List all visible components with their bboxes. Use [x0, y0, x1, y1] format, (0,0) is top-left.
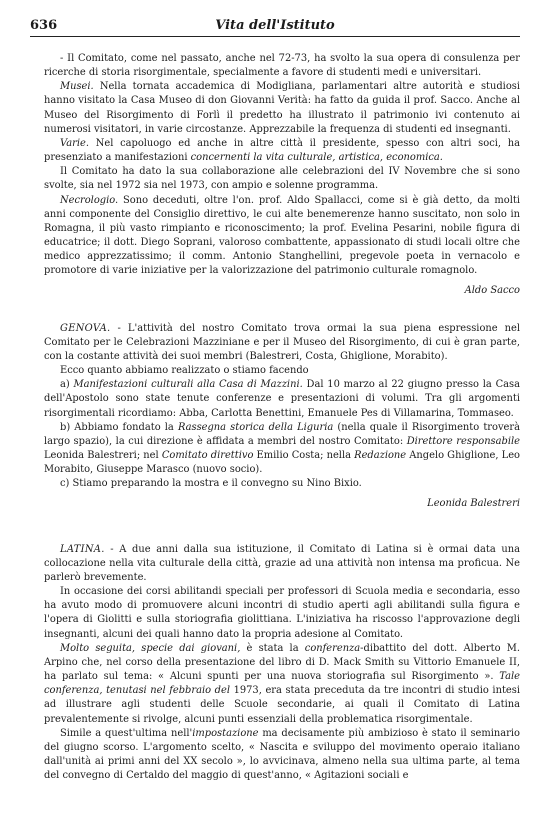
- latina-section: [44, 543, 520, 784]
- item-a-text: Dal 10 marzo al 22 giugno presso la Casa dell'Apostolo sono state tenute conferenze e presentazioni di volumi. Tra gli argomenti risorgimentali ricordiamo: Abba, Carlotta Benettini, Emanuele Pes di Villamarina, Tommaseo.: [44, 379, 520, 419]
- item-a-title: Manifestazioni culturali alla Casa di Mazzini.: [73, 379, 303, 391]
- signature-forli: Aldo Sacco: [464, 284, 520, 296]
- conferenza-text-3: 1973, era stata preceduta da tre incontri di studio intesi ad illustrare agli studenti delle Scuole secondarie, ai quali il Comitato di Latina prevalentemente si rivolge, alcuni punti essenziali della problematica risorgimentale.: [44, 685, 520, 725]
- conferenza-em-2: conferenza: [304, 642, 361, 654]
- latina-title: LATINA.: [60, 543, 105, 555]
- conferenza-text-1: è stata la: [240, 642, 305, 654]
- latina-intro-text: - A due anni dalla sua istituzione, il Comitato di Latina si è ormai data una collocazione nella vita culturale della città, grazie ad una attività non intensa ma proficua. Ne parlerò brevemente.: [44, 543, 520, 583]
- signature-genova: Leonida Balestreri: [427, 497, 520, 509]
- item-b-text-3: Leonida Balestreri; nel: [44, 450, 162, 462]
- paragraph-musei: [44, 80, 520, 137]
- paragraph-consulenza: - Il Comitato, come nel passato, anche nel 72-73, ha svolto la sua opera di consulenza per ricerche di storia risorgimentale, specialmente a favore di studenti medi e universitari.: [44, 53, 520, 79]
- conferenza-em-3: Tale conferenza, tenutasi nel febbraio del: [44, 671, 520, 697]
- varie-emphasis: concernenti la vita culturale, artistica, economica.: [190, 152, 443, 164]
- paragraph-necrologio: [44, 194, 520, 279]
- item-b-text-4: Emilio Costa; nella: [253, 450, 355, 462]
- item-b-text-5: Angelo Ghiglione, Leo Morabito, Giuseppe Marasco (nuovo socio).: [44, 450, 520, 476]
- paragraph-latina-conferenza: [44, 642, 520, 727]
- item-b-comitato: Comitato direttivo: [161, 450, 254, 462]
- section-spacer: [44, 511, 520, 543]
- paragraph-genova-ecco: Ecco quanto abbiamo realizzato o stiamo facendo: [60, 365, 309, 377]
- item-b-text-2: (nella quale il Risorgimento troverà largo spazio), la cui direzione è affidata a membri del nostro Comitato:: [44, 421, 520, 447]
- necrologio-text: Sono deceduti, oltre l'on. prof. Aldo Spallacci, come si è già detto, da molti anni componente del Consiglio direttivo, le cui alte benemerenze hanno suscitato, non solo in Romagna, il più vasto rimpianto e riconoscimento; la prof. Evelina Pesarini, nobile figura di educatrice; il dott. Diego Soprani, valoroso combattente, appassionato di studi locali oltre che medico apprezzatissimo; il comm. Antonio Stanghellini, pregevole poeta in vernacolo e promotore di varie iniziative per la valorizzazione del patrimonio culturale romagnolo.: [44, 194, 520, 277]
- paragraph-iv-novembre: Il Comitato ha dato la sua collaborazione alle celebrazioni del IV Novembre che si sono svolte, sia nel 1972 sia nel 1973, con ampio e solenne programma.: [44, 166, 520, 192]
- paragraph-latina-seminario: [44, 727, 520, 784]
- paragraph-latina-corsi: In occasione dei corsi abilitandi speciali per professori di Scuola media e secondaria, esso ha avuto modo di promuovere alcuni incontri di studio aperti agli abilitandi sulla figura e l'opera di Giolitti e sulla storiografia giolittiana. L'iniziativa ha riscosso l'approvazione degli insegnanti, alcuni dei quali hanno dato la propria adesione al Comitato.: [44, 586, 520, 640]
- genova-intro-text: - L'attività del nostro Comitato trova ormai la sua piena espressione nel Comitato per le Celebrazioni Mazziniane e per il Museo del Risorgimento, di cui è gran parte, con la costante attività dei suoi membri (Balestreri, Costa, Ghiglione, Morabito).: [44, 322, 520, 362]
- page-header: [30, 18, 520, 34]
- item-c: c) Stiamo preparando la mostra e il convegno su Nino Bixio.: [60, 478, 362, 490]
- conferenza-em-1: Molto seguita, specie dai giovani,: [60, 642, 241, 654]
- item-b-redazione: Redazione: [354, 450, 407, 462]
- item-b-rassegna: Rassegna storica della Liguria: [177, 421, 334, 433]
- item-a: [44, 378, 520, 420]
- varie-text: Nel capoluogo ed anche in altre città il presidente, spesso con altri soci, ha presenziato a manifestazioni: [44, 137, 520, 164]
- page-body: [44, 52, 520, 783]
- seminario-text-2: ma decisamente più ambizioso è stato il seminario del giugno scorso. L'argomento scelto, « Nascita e sviluppo del movimento operaio italiano dall'unità ai primi anni del XX secolo », lo avvicinava, almeno nella sua ultima parte, al tema del convegno di Certaldo del maggio di quest'anno, « Agitazioni sociali e: [44, 727, 520, 782]
- seminario-em: impostazione: [192, 727, 259, 739]
- necrologio-label: Necrologio.: [60, 194, 119, 206]
- conferenza-text-2: -dibattito del dott. Alberto M. Arpino che, nel corso della presentazione del libro di D. Mack Smith su Vittorio Emanuele II, ha parlato sul tema: « Alcuni spunti per una nuova storiografia sul Risorgimento ».: [44, 642, 520, 683]
- item-a-label: a): [60, 379, 74, 391]
- paragraph-latina-intro: [44, 543, 520, 585]
- genova-section: [44, 322, 520, 511]
- musei-text: Nella tornata accademica di Modigliana, parlamentari altre autorità e studiosi hanno visitato la Casa Museo di don Giovanni Verità: ha fatto da guida il prof. Sacco. Anche al Museo del Risorgimento di Forlì il predetto ha illustrato il patrimonio ivi contenuto ai numerosi visitatori, in varie circostanze. Apprezzabile la frequenza di studenti ed insegnanti.: [44, 81, 520, 135]
- seminario-text-1: Simile a quest'ultima nell': [60, 727, 193, 739]
- musei-label: Musei.: [60, 81, 94, 93]
- varie-label: Varie.: [60, 137, 89, 149]
- item-b: [44, 421, 520, 478]
- item-b-direttore: Direttore responsabile: [406, 435, 520, 447]
- paragraph-varie: [44, 137, 520, 165]
- item-b-text-1: b) Abbiamo fondato la: [60, 421, 178, 433]
- page-number: 636: [30, 18, 58, 33]
- running-title: Vita dell'Istituto: [215, 18, 335, 33]
- genova-title: GENOVA.: [60, 322, 111, 334]
- forli-section: [44, 52, 520, 298]
- section-spacer: [44, 298, 520, 322]
- header-rule: [30, 36, 520, 37]
- paragraph-genova-intro: [44, 322, 520, 364]
